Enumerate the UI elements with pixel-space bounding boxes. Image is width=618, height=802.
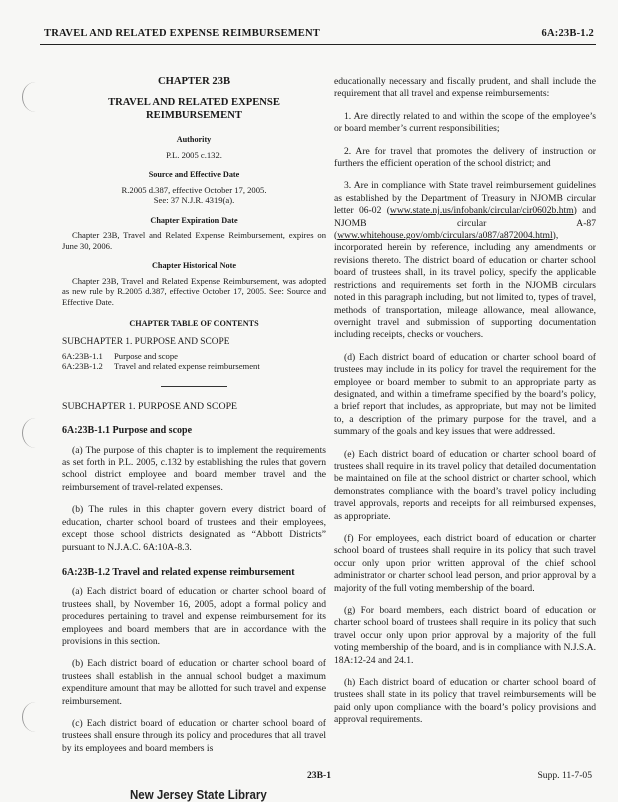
paragraph: (d) Each district board of education or charter school board of trustees may include in its policy for travel the requirement for the employee or board member to submit to an appropriate party as designated, and within a timeframe specified by the board’s policy, a brief report that includes, as appropriate, but may not be limited to, a description of the primary purpose for the travel, and a summary of the goals and key issues that were addressed.: [334, 351, 596, 438]
right-column: [334, 76, 596, 737]
list-item: [334, 180, 596, 341]
paragraph: educationally necessary and fiscally prudent, and shall include the requirement that all travel and expense reimbursements:: [334, 76, 596, 100]
treasury-circular-link[interactable]: www.state.nj.us/infobank/circular/cir0602b.htm: [389, 205, 574, 217]
omb-circular-link[interactable]: www.whitehouse.gov/omb/circulars/a087/a872004.html: [337, 230, 553, 242]
list-item: 2. Are for travel that promotes the delivery of instruction or furthers the efficient operation of the school district; and: [334, 145, 596, 170]
paragraph: (a) Each district board of education or charter school board of trustees shall, by November 16, 2005, adopt a formal policy and procedures pertaining to travel and expense reimbursement for its employees and board members that are in accordance with the provisions in this section.: [62, 586, 326, 647]
punch-hole-mark: [22, 418, 49, 448]
left-column: [62, 76, 326, 765]
paragraph: (b) The rules in this chapter govern every district board of education, charter school board of trustees and their employees, except those school districts designated as “Abbott Districts” pursuant to N.J.A.C. 6A:10A-8.3.: [62, 504, 326, 553]
running-header-section: 6A:23B-1.2: [541, 28, 594, 39]
section-heading: 6A:23B-1.1 Purpose and scope: [62, 425, 193, 437]
source-text: See: 37 N.J.R. 4319(a).: [153, 195, 235, 206]
expiration-text: Chapter 23B, Travel and Related Expense Reimbursement, expires on June 30, 2006.: [62, 230, 326, 251]
toc-row: [62, 361, 326, 372]
library-stamp: New Jersey State Library: [130, 788, 267, 802]
source-heading: Source and Effective Date: [148, 170, 240, 180]
running-header: [40, 28, 594, 44]
expiration-heading: Chapter Expiration Date: [150, 215, 238, 225]
history-heading: Chapter Historical Note: [152, 261, 236, 271]
section-heading: 6A:23B-1.2 Travel and related expense reimbursement: [62, 566, 295, 578]
toc-section-number: 6A:23B-1.2: [62, 361, 103, 372]
chapter-title-line: REIMBURSEMENT: [146, 110, 242, 122]
authority-heading: Authority: [176, 135, 212, 145]
toc-section-title: Travel and related expense reimbursement: [114, 361, 260, 372]
toc-section-title: Purpose and scope: [114, 350, 178, 361]
supplement-date: Supp. 11-7-05: [537, 770, 592, 781]
toc-heading: CHAPTER TABLE OF CONTENTS: [129, 319, 259, 329]
list-item-text: ) and NJOMB circular A-87 (: [334, 205, 596, 242]
list-item: 1. Are directly related to and within the scope of the employee’s or board member’s current responsibilities;: [334, 110, 596, 135]
paragraph: (g) For board members, each district board of education or charter school board of trustees shall require in its policy that such travel occur only upon prior approval by a majority of the full voting membership of the board, and is in compliance with N.J.S.A. 18A:12-24 and 24.1.: [334, 605, 596, 666]
paragraph: (c) Each district board of education or charter school board of trustees shall ensure through its policy and procedures that all travel by its employees and board members is: [62, 717, 326, 754]
toc-subchapter: SUBCHAPTER 1. PURPOSE AND SCOPE: [62, 337, 230, 348]
list-item-text: 3. Are in compliance with State travel reimbursement guidelines as established by the Department of Treasury in NJOMB circular letter 06-02 (: [334, 180, 596, 217]
table-of-contents: [62, 336, 326, 371]
history-text: Chapter 23B, Travel and Related Expense Reimbursement, was adopted as new rule by R.2005 d.387, effective October 17, 2005. See: Source and Effective Date.: [62, 275, 326, 307]
paragraph: (b) Each district board of education or charter school board of trustees shall establish in the annual school budget a maximum expenditure amount that may be allotted for such travel and expense reimbursement.: [62, 658, 326, 707]
subchapter-heading: SUBCHAPTER 1. PURPOSE AND SCOPE: [62, 400, 238, 412]
punch-hole-mark: [22, 702, 49, 732]
punch-hole-mark: [22, 82, 49, 112]
running-header-title: TRAVEL AND RELATED EXPENSE REIMBURSEMENT: [44, 28, 321, 39]
paragraph: (f) For employees, each district board of education or charter school board of trustees shall require in its policy that such travel occur only upon prior written approval of the chief school administrator or charter school lead person, and prior approval by a majority of the full voting membership of the board.: [334, 533, 596, 594]
chapter-title: [62, 96, 326, 122]
header-rule: [40, 44, 596, 45]
list-item-text: ), incorporated herein by reference, including any amendments or revisions thereto. The district board of education or charter school board of trustees shall, in its travel policy, specify the applicable restrictions and requirements set forth in the NJOMB circulars noted in this paragraph including, but not limited to, types of travel, methods of transportation, mileage allowance, meal allowance, overnight travel and submission of supporting documentation including receipts, checks or vouchers.: [334, 230, 596, 341]
chapter-number: CHAPTER 23B: [157, 76, 231, 87]
paragraph: (e) Each district board of education or charter school board of trustees shall require in its travel policy that detailed documentation be maintained on file at the school district or charter school, which demonstrates compliance with the board’s travel policy including travel approvals, reports and receipts for all reimbursed expenses, as appropriate.: [334, 448, 596, 522]
source-text: R.2005 d.387, effective October 17, 2005.: [121, 184, 267, 195]
page-number: 23B-1: [307, 770, 331, 781]
authority-text: P.L. 2005 c.132.: [166, 149, 222, 160]
paragraph: (a) The purpose of this chapter is to implement the requirements as set forth in P.L. 2005, c.132 by establishing the rules that govern school district employee and board member travel and the reimbursement of travel-related expenses.: [62, 444, 326, 493]
paragraph: (h) Each district board of education or charter school board of trustees shall state in its policy that travel reimbursements will be paid only upon compliance with the board’s policy provisions and approval requirements.: [334, 677, 596, 726]
toc-row: [62, 351, 326, 362]
section-divider: [161, 386, 227, 387]
toc-section-number: 6A:23B-1.1: [62, 350, 103, 361]
chapter-title-line: TRAVEL AND RELATED EXPENSE: [108, 97, 280, 109]
